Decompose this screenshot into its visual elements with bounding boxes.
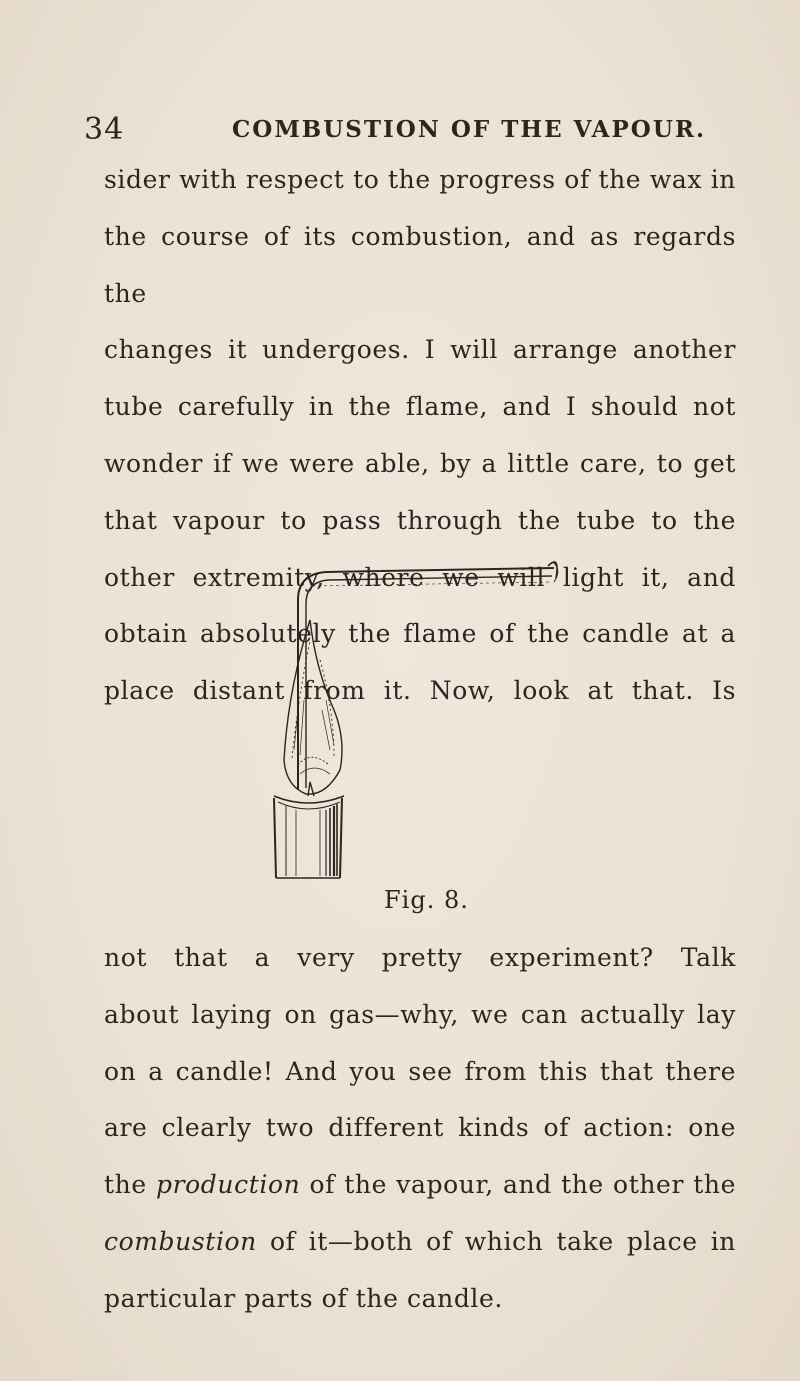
text-line: place distant from it. Now, look at that. Is (104, 676, 736, 706)
text-line: are clearly two different kinds of action: one (104, 1113, 736, 1143)
text-run: of the vapour, and the other the (300, 1170, 736, 1200)
running-head: COMBUSTION OF THE VAPOUR. (232, 116, 707, 143)
text-line (104, 1157, 736, 1214)
text-line: not that a very pretty experiment? Talk (104, 943, 736, 972)
emphasis-combustion: combustion (104, 1226, 257, 1256)
text-line: changes it undergoes. I will arrange another (104, 335, 736, 365)
text-line: particular parts of the candle. (104, 1283, 503, 1313)
text-line: sider with respect to the progress of the wax in (104, 165, 736, 194)
text-run: of it—both of which take place in (256, 1226, 736, 1256)
text-line: obtain absolutely the flame of the candle at a (104, 619, 736, 649)
paragraph-2 (104, 930, 736, 1328)
text-line (104, 1214, 736, 1271)
text-line: other extremity, where we will light it, and (104, 562, 736, 592)
text-line: wonder if we were able, by a little care, to get (104, 448, 736, 478)
text-line: about laying on gas—why, we can actually lay (104, 999, 736, 1029)
page-header (84, 112, 744, 152)
candle-tube-illustration (264, 560, 564, 890)
page-number: 34 (84, 112, 125, 147)
emphasis-production: production (155, 1170, 301, 1200)
text-run: the (104, 1170, 156, 1200)
text-line: the course of its combustion, and as regards the (104, 221, 736, 308)
text-line: on a candle! And you see from this that there (104, 1056, 736, 1086)
text-line: that vapour to pass through the tube to the (104, 505, 736, 535)
figure-caption: Fig. 8. (384, 886, 469, 914)
text-line: tube carefully in the flame, and I should not (104, 392, 736, 422)
